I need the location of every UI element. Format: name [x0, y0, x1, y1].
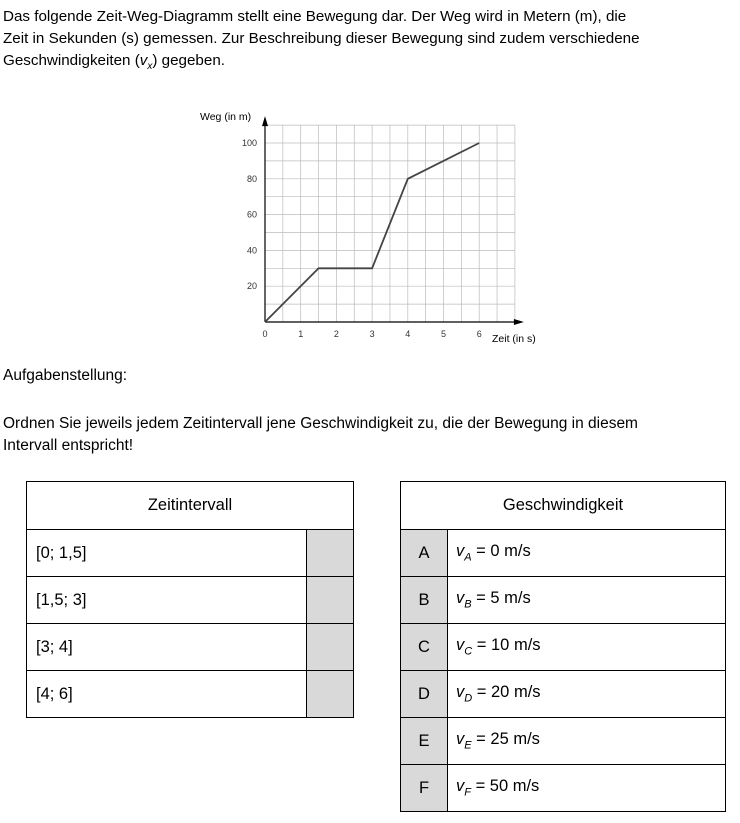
intro-line-3-start: Geschwindigkeiten (: [3, 52, 140, 69]
x-tick-label: 0: [262, 329, 268, 339]
table-row: [27, 624, 354, 671]
task-text: [3, 413, 738, 457]
speed-table: [400, 481, 726, 812]
task-line-2: Intervall entspricht!: [3, 437, 134, 454]
interval-label: [3; 4]: [27, 624, 307, 671]
speed-value: $v_B = 5$ m/s: [448, 577, 726, 624]
y-tick-label: 80: [246, 173, 257, 184]
table-row: [401, 530, 726, 577]
x-tick-label: 5: [440, 329, 447, 339]
speed-value: $v_C = 10$ m/s: [448, 624, 726, 671]
intro-line-3-end: ) gegeben.: [152, 52, 225, 69]
speed-value: $v_E = 25$ m/s: [448, 718, 726, 765]
time-table-header: Zeitintervall: [27, 482, 354, 530]
x-axis-arrow: [514, 319, 524, 325]
answer-box[interactable]: [307, 577, 354, 624]
intro-line-3: [3, 50, 740, 78]
y-tick-label: 60: [246, 209, 257, 220]
table-row: [401, 624, 726, 671]
time-interval-table: [26, 481, 354, 718]
x-tick-label: 6: [476, 329, 482, 339]
table-row: [401, 577, 726, 624]
answer-box[interactable]: [307, 671, 354, 718]
y-tick-label: 40: [246, 245, 257, 256]
table-row: [401, 671, 726, 718]
x-tick-label: 3: [369, 329, 375, 339]
answer-box[interactable]: [307, 624, 354, 671]
interval-label: [1,5; 3]: [27, 577, 307, 624]
y-axis-label: Weg (in m): [200, 111, 252, 123]
interval-label: [0; 1,5]: [27, 530, 307, 577]
y-tick-label: 20: [246, 281, 257, 292]
task-heading: Aufgabenstellung:: [3, 367, 128, 384]
task-line-1: Ordnen Sie jeweils jedem Zeitintervall jene Geschwindigkeit zu, die der Bewegung in diesem: [3, 415, 638, 432]
option-letter: B: [401, 577, 448, 624]
distance-time-chart: [195, 105, 555, 350]
x-tick-label: 4: [405, 329, 411, 339]
speed-value: $v_D = 20$ m/s: [448, 671, 726, 718]
speed-value: $v_A = 0$ m/s: [448, 530, 726, 577]
table-row: [27, 530, 354, 577]
option-letter: F: [401, 765, 448, 812]
speed-value: $v_F = 50$ m/s: [448, 765, 726, 812]
intro-line-2: Zeit in Sekunden (s) gemessen. Zur Beschreibung dieser Bewegung sind zudem verschiedene: [3, 30, 640, 47]
x-tick-label: 1: [298, 329, 304, 339]
option-letter: D: [401, 671, 448, 718]
intro-line-1: Das folgende Zeit-Weg-Diagramm stellt eine Bewegung dar. Der Weg wird in Metern (m), die: [3, 8, 627, 25]
option-letter: E: [401, 718, 448, 765]
option-letter: A: [401, 530, 448, 577]
chart-axes: [262, 116, 524, 325]
option-letter: C: [401, 624, 448, 671]
table-row: [27, 671, 354, 718]
interval-label: [4; 6]: [27, 671, 307, 718]
speed-table-header: Geschwindigkeit: [401, 482, 726, 530]
table-row: [401, 765, 726, 812]
table-row: [27, 577, 354, 624]
x-tick-label: 2: [333, 329, 339, 339]
answer-box[interactable]: [307, 530, 354, 577]
velocity-symbol-x: $v_x$: [139, 52, 153, 73]
y-tick-label: 100: [241, 138, 257, 148]
table-row: [401, 718, 726, 765]
intro-text: [3, 6, 740, 78]
x-axis-label: Zeit (in s): [492, 333, 536, 345]
y-axis-arrow: [262, 116, 268, 126]
